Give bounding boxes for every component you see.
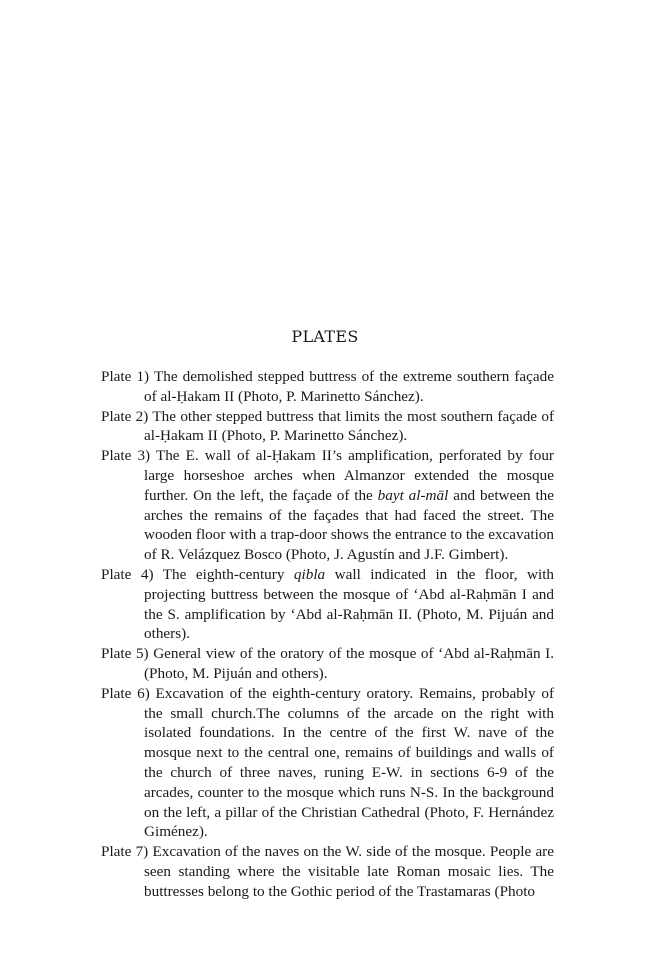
plate-entry-2 [101, 407, 554, 447]
plate-label: Plate 7) [101, 843, 149, 861]
plates-list [101, 367, 554, 902]
plate-caption: The demolished stepped buttress of the extreme southern façade of al-Ḥakam II (Photo, P. Marinetto Sánchez). [144, 368, 554, 405]
plate-label: Plate 4) [101, 565, 154, 583]
plate-caption: wall indicated in the floor, with projecting buttress between the mosque of ‘Abd al-Raḥmān I and the S. amplification by ‘Abd al-Raḥmān II. (Photo, M. Pijuán and others). [144, 565, 555, 643]
plate-caption: The E. wall of al-Ḥakam II’s amplification, perforated by four large horseshoe arches when Almanzor extended the mosque further. On the left, the façade of the [144, 447, 554, 504]
plate-caption: General view of the oratory of the mosque of ‘Abd al-Raḥmān I. (Photo, M. Pijuán and others). [144, 645, 554, 682]
plate-caption: The other stepped buttress that limits the most southern façade of al-Ḥakam II (Photo, P. Marinetto Sánchez). [144, 407, 554, 445]
plate-entry-5 [101, 644, 554, 684]
plate-entry-3 [101, 446, 554, 565]
plate-caption-italic: bayt al-māl [377, 486, 449, 504]
plate-caption: Excavation of the eighth-century oratory. Remains, probably of the small church.The columns of the arcade on the right with isolated foundations. In the centre of the first W. nave of the mosque next to the central one, remains of buildings and walls of the church of three naves, runing E-W. in sections 6-9 of the arcades, counter to the mosque which runs N-S. In the background on the left, a pillar of the Christian Cathedral (Photo, F. Hernández Giménez). [144, 684, 554, 841]
plate-caption: and between the arches the remains of the façades that had faced the street. The wooden floor with a trap-door shows the entrance to the excavation of R. Velázquez Bosco (Photo, J. Agustín and J.F. Gimbert). [144, 486, 554, 564]
plate-caption: The eighth-century [162, 565, 285, 583]
plate-label: Plate 3) [101, 447, 151, 465]
plate-label: Plate 5) [101, 645, 149, 663]
plate-label: Plate 2) [101, 407, 149, 425]
page-title: PLATES [291, 327, 359, 346]
plate-caption-italic: qibla [293, 565, 326, 583]
plate-entry-1 [101, 367, 554, 407]
plate-entry-7 [101, 842, 554, 901]
plate-caption: Excavation of the naves on the W. side of the mosque. People are seen standing where the visitable late Roman mosaic lies. The buttresses belong to the Gothic period of the Trastamaras (Photo [144, 843, 554, 900]
plate-label: Plate 1) [101, 368, 150, 385]
plate-label: Plate 6) [101, 684, 150, 702]
plate-entry-6 [101, 684, 554, 842]
plate-entry-4 [101, 565, 554, 644]
